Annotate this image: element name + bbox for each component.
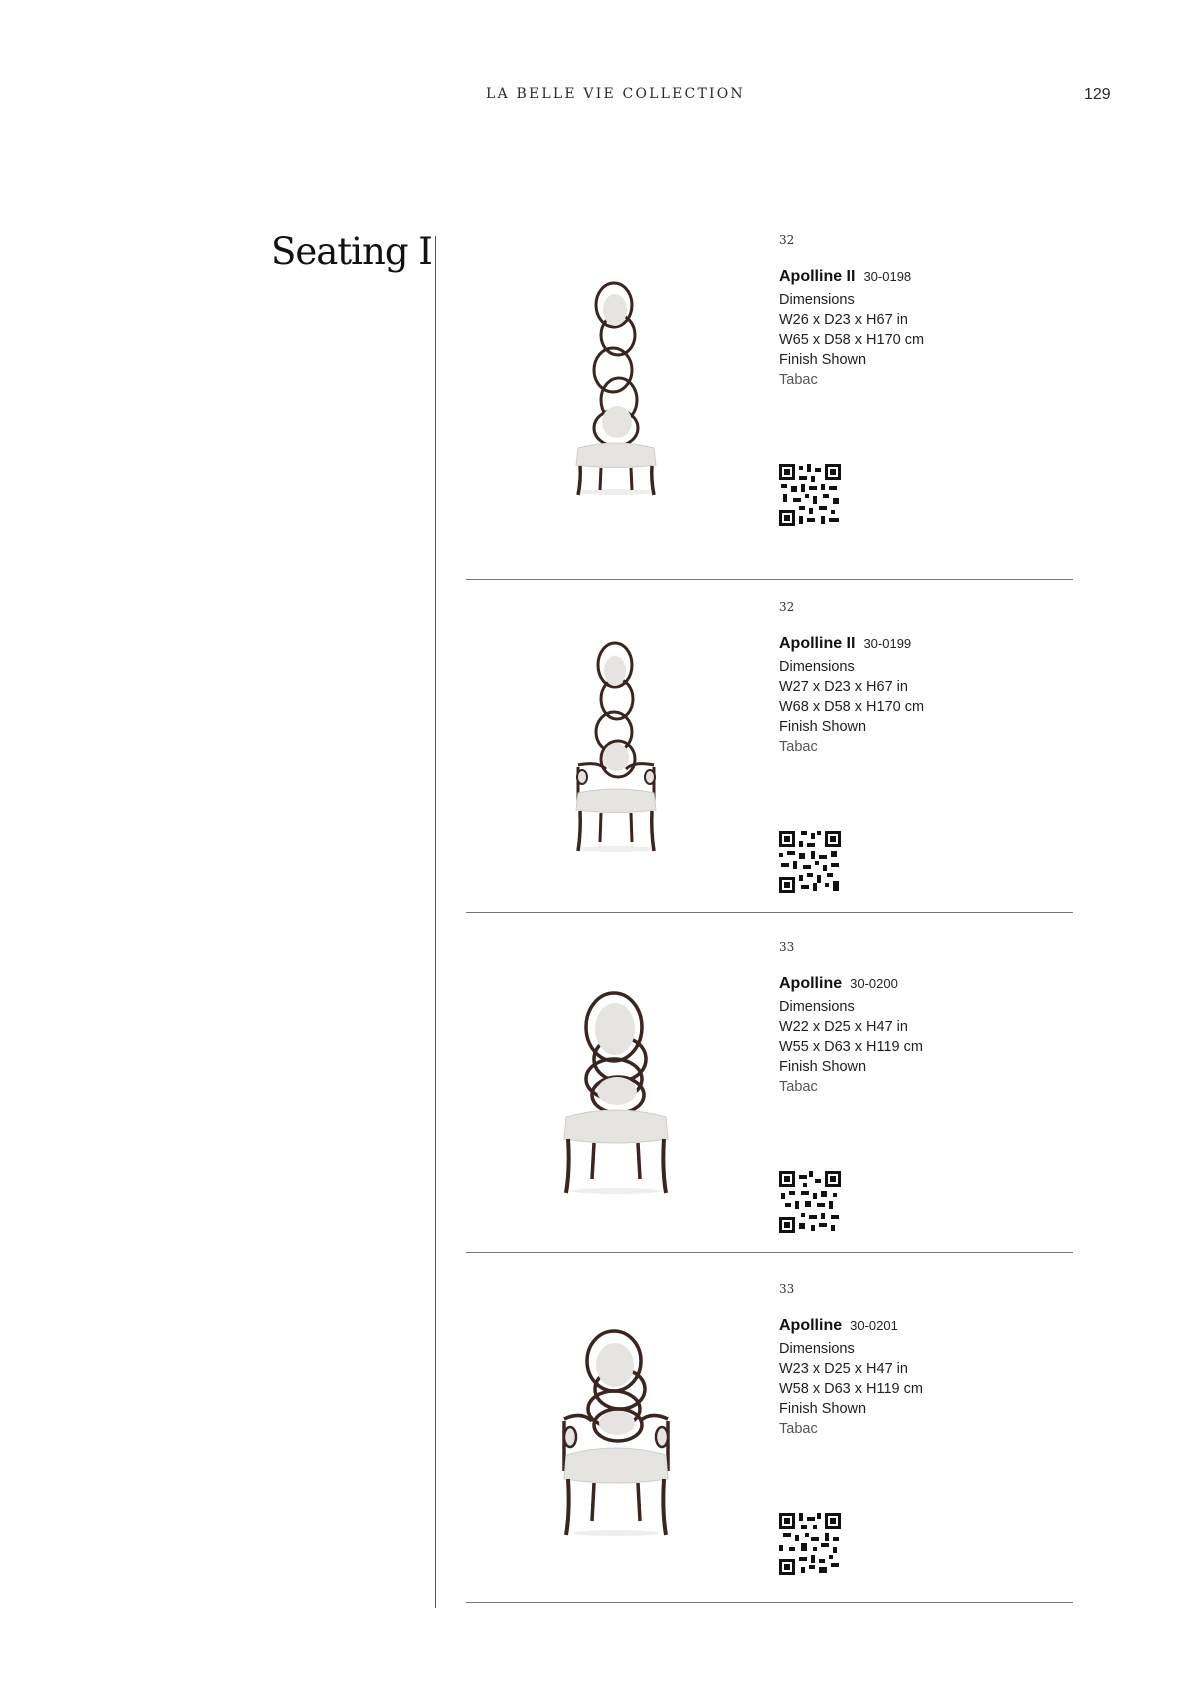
product-image-arm-chair [526, 1321, 706, 1541]
product-divider [466, 579, 1073, 580]
header-collection-title: LA BELLE VIE COLLECTION [486, 86, 745, 102]
finish-label: Finish Shown [779, 1059, 867, 1075]
page-reference: 33 [779, 940, 795, 954]
product-divider [466, 1602, 1073, 1603]
page-number: 129 [1084, 86, 1111, 103]
product-name-line [779, 1317, 898, 1335]
product-specs [779, 997, 923, 1097]
finish-value: Tabac [779, 1421, 818, 1437]
product-specs [779, 290, 924, 390]
product-code: 30-0200 [850, 976, 898, 991]
page-reference: 32 [779, 600, 795, 614]
finish-label: Finish Shown [779, 719, 867, 735]
dimensions-label: Dimensions [779, 659, 855, 675]
dimensions-label: Dimensions [779, 1341, 855, 1357]
dimensions-centimeters: W58 x D63 x H119 cm [779, 1381, 923, 1397]
dimensions-centimeters: W55 x D63 x H119 cm [779, 1039, 923, 1055]
dimensions-inches: W23 x D25 x H47 in [779, 1361, 908, 1377]
product-apolline-ii-30-0198 [466, 230, 1073, 580]
product-code: 30-0199 [863, 636, 912, 651]
product-apolline-30-0201 [466, 1279, 1073, 1615]
product-name: Apolline [779, 975, 843, 992]
dimensions-centimeters: W65 x D58 x H170 cm [779, 332, 925, 348]
product-image-side-chair [526, 979, 706, 1199]
product-name: Apolline II [779, 635, 856, 652]
product-apolline-ii-30-0199 [466, 597, 1073, 933]
finish-value: Tabac [779, 739, 818, 755]
product-name: Apolline [779, 1317, 843, 1334]
finish-label: Finish Shown [779, 352, 867, 368]
product-code: 30-0201 [850, 1318, 898, 1333]
product-name-line [779, 975, 898, 993]
product-apolline-30-0200 [466, 937, 1073, 1273]
dimensions-inches: W22 x D25 x H47 in [779, 1019, 908, 1035]
qr-code-icon[interactable] [779, 831, 841, 893]
page-reference: 33 [779, 1282, 795, 1296]
product-specs [779, 657, 924, 757]
product-divider [466, 912, 1073, 913]
product-specs [779, 1339, 923, 1439]
section-title: Seating I [271, 230, 432, 273]
qr-code-icon[interactable] [779, 464, 841, 526]
product-divider [466, 1252, 1073, 1253]
finish-value: Tabac [779, 1079, 818, 1095]
vertical-divider [435, 236, 436, 1608]
product-code: 30-0198 [863, 269, 912, 284]
product-name: Apolline II [779, 268, 856, 285]
qr-code-icon[interactable] [779, 1513, 841, 1575]
page-reference: 32 [779, 233, 795, 247]
dimensions-inches: W27 x D23 x H67 in [779, 679, 908, 695]
dimensions-inches: W26 x D23 x H67 in [779, 312, 908, 328]
dimensions-label: Dimensions [779, 292, 855, 308]
product-name-line [779, 635, 911, 653]
product-name-line [779, 268, 911, 286]
finish-value: Tabac [779, 372, 818, 388]
product-image-tall-arm-chair [526, 637, 706, 857]
qr-code-icon[interactable] [779, 1171, 841, 1233]
dimensions-label: Dimensions [779, 999, 855, 1015]
product-image-tall-side-chair [526, 280, 706, 500]
dimensions-centimeters: W68 x D58 x H170 cm [779, 699, 925, 715]
finish-label: Finish Shown [779, 1401, 867, 1417]
